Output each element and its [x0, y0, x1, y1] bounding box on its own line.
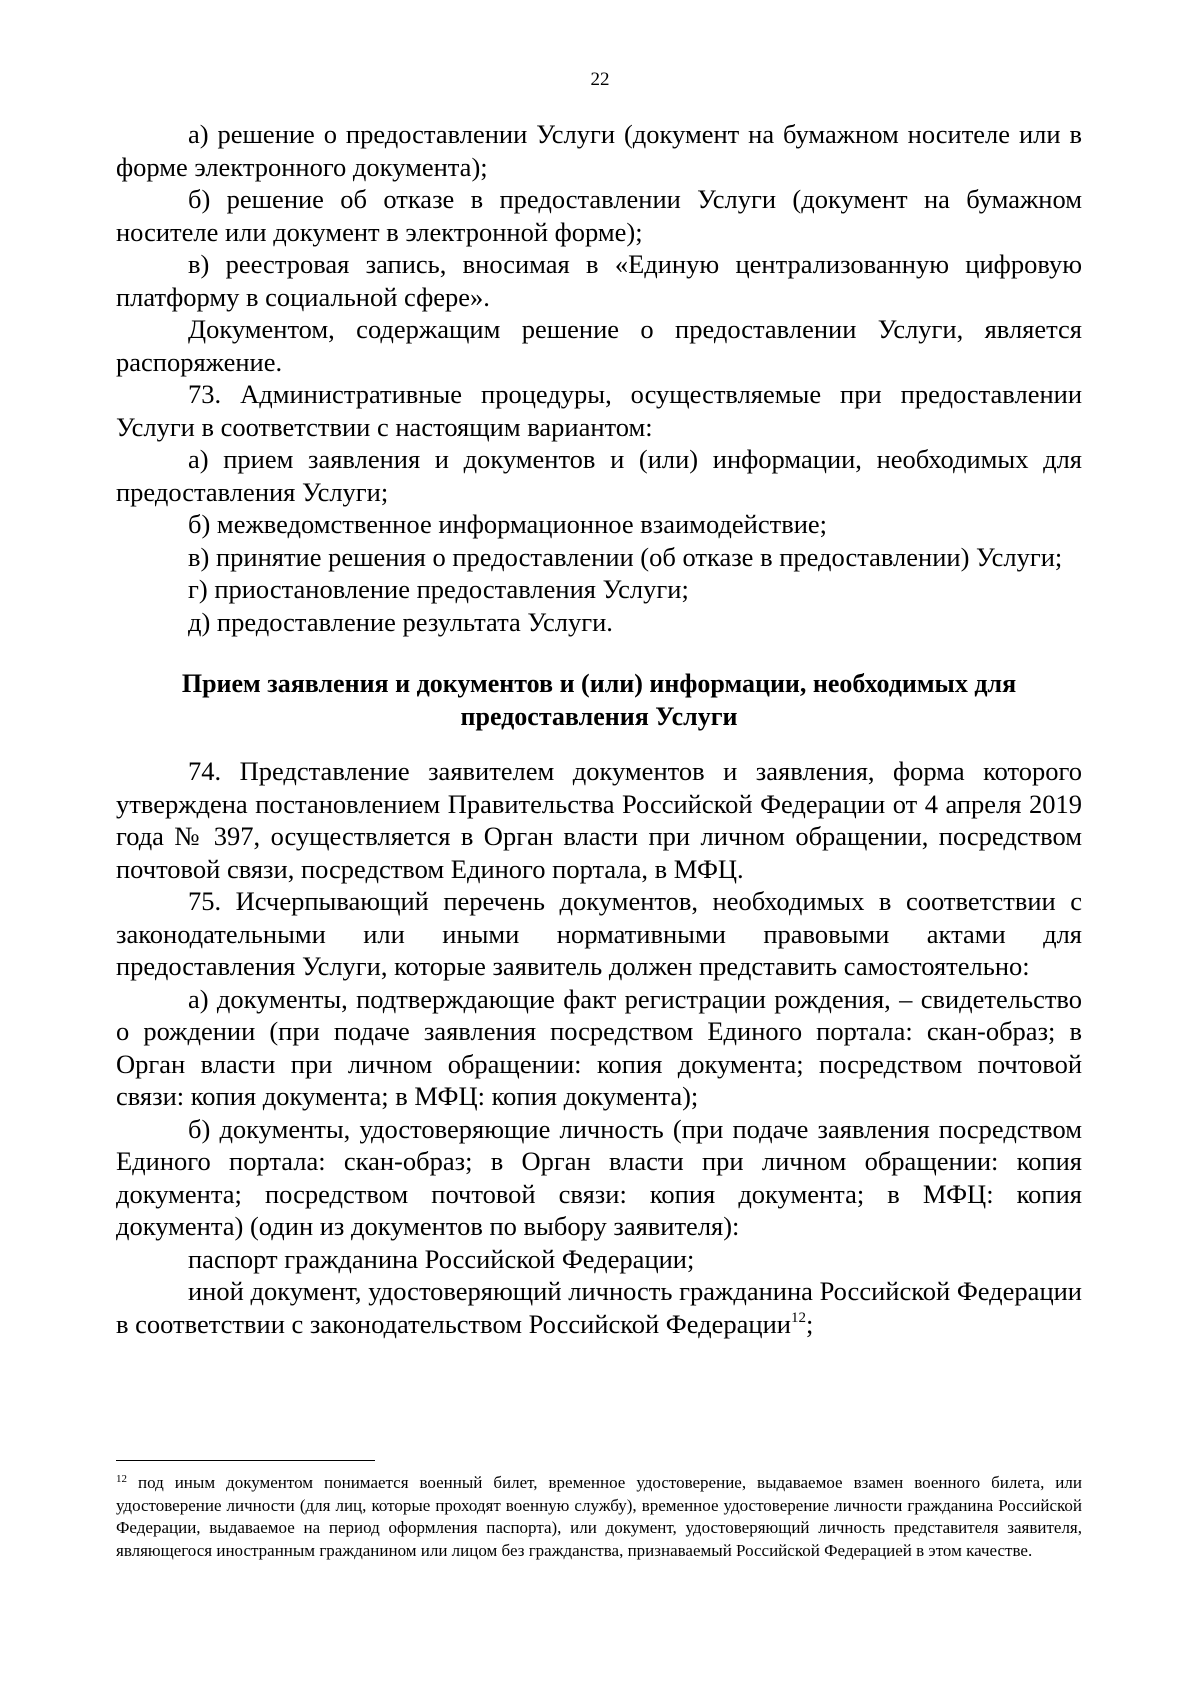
- procedure-item-b: б) межведомственное информационное взаимодействие;: [188, 509, 828, 539]
- section-heading-line-2: предоставления Услуги: [460, 701, 738, 731]
- page-number: 22: [590, 69, 610, 90]
- section-heading: [116, 668, 1082, 733]
- body-text: [116, 118, 1082, 1340]
- paragraph-a-decision: а) решение о предоставлении Услуги (документ на бумажном носителе или в форме электронного документа);: [116, 119, 1082, 182]
- document-item-other-id: [116, 1275, 1082, 1340]
- footnote-marker: 12: [116, 1473, 127, 1485]
- procedure-item-g: г) приостановление предоставления Услуги;: [188, 574, 689, 604]
- paragraph-v-registry-entry: в) реестровая запись, вносимая в «Единую централизованную цифровую платформу в социальной сфере».: [116, 249, 1082, 312]
- document-item-a-birth: а) документы, подтверждающие факт регистрации рождения, – свидетельство о рождении (при подаче заявления посредством Единого портала: скан-образ; в Орган власти при личном обращении: копия документа; посредством почтовой связи: копия документа; в МФЦ: копия документа);: [116, 983, 1082, 1111]
- procedure-item-a: а) прием заявления и документов и (или) информации, необходимых для предоставления Услуги;: [116, 444, 1082, 507]
- paragraph-74: 74. Представление заявителем документов и заявления, форма которого утверждена постановлением Правительства Российской Федерации от 4 апреля 2019 года № 397, осуществляется в Орган власти при личном обращении, посредством почтовой связи, посредством Единого портала, в МФЦ.: [116, 756, 1082, 884]
- other-id-text: иной документ, удостоверяющий личность гражданина Российской Федерации в соответствии с законодательством Российской Федерации: [116, 1276, 1082, 1339]
- footnote: [116, 1472, 1082, 1562]
- procedure-item-v: в) принятие решения о предоставлении (об отказе в предоставлении) Услуги;: [188, 541, 1063, 572]
- footnote-separator: [116, 1460, 375, 1461]
- paragraph-b-refusal: б) решение об отказе в предоставлении Услуги (документ на бумажном носителе или документ в электронной форме);: [116, 184, 1082, 247]
- other-id-trailing: ;: [805, 1308, 814, 1339]
- paragraph-73: 73. Административные процедуры, осуществляемые при предоставлении Услуги в соответствии с настоящим вариантом:: [116, 379, 1082, 442]
- document-item-passport: паспорт гражданина Российской Федерации;: [188, 1243, 695, 1274]
- paragraph-decision-document: Документом, содержащим решение о предоставлении Услуги, является распоряжение.: [116, 314, 1082, 377]
- document-item-b-identity: б) документы, удостоверяющие личность (при подаче заявления посредством Единого портала: скан-образ; в Орган власти при личном обращении: копия документа; посредством почтовой связи: копия документа; в МФЦ: копия документа) (один из документов по выбору заявителя):: [116, 1113, 1082, 1241]
- footnote-reference[interactable]: 12: [790, 1309, 806, 1326]
- footnote-text: под иным документом понимается военный билет, временное удостоверение, выдаваемое взамен военного билета, или удостоверение личности (для лиц, которые проходят военную службу), временное удостоверение личности гражданина Российской Федерации, выдаваемое на период оформления паспорта), или документ, удостоверяющий личность представителя заявителя, являющегося иностранным гражданином или лицом без гражданства, признаваемый Российской Федерацией в этом качестве.: [116, 1473, 1082, 1560]
- section-heading-line-1: Прием заявления и документов и (или) информации, необходимых для: [181, 669, 1017, 698]
- procedure-item-d: д) предоставление результата Услуги.: [188, 606, 613, 637]
- paragraph-75: 75. Исчерпывающий перечень документов, необходимых в соответствии с законодательными или иными нормативными правовыми актами для предоставления Услуги, которые заявитель должен представить самостоятельно:: [116, 886, 1082, 981]
